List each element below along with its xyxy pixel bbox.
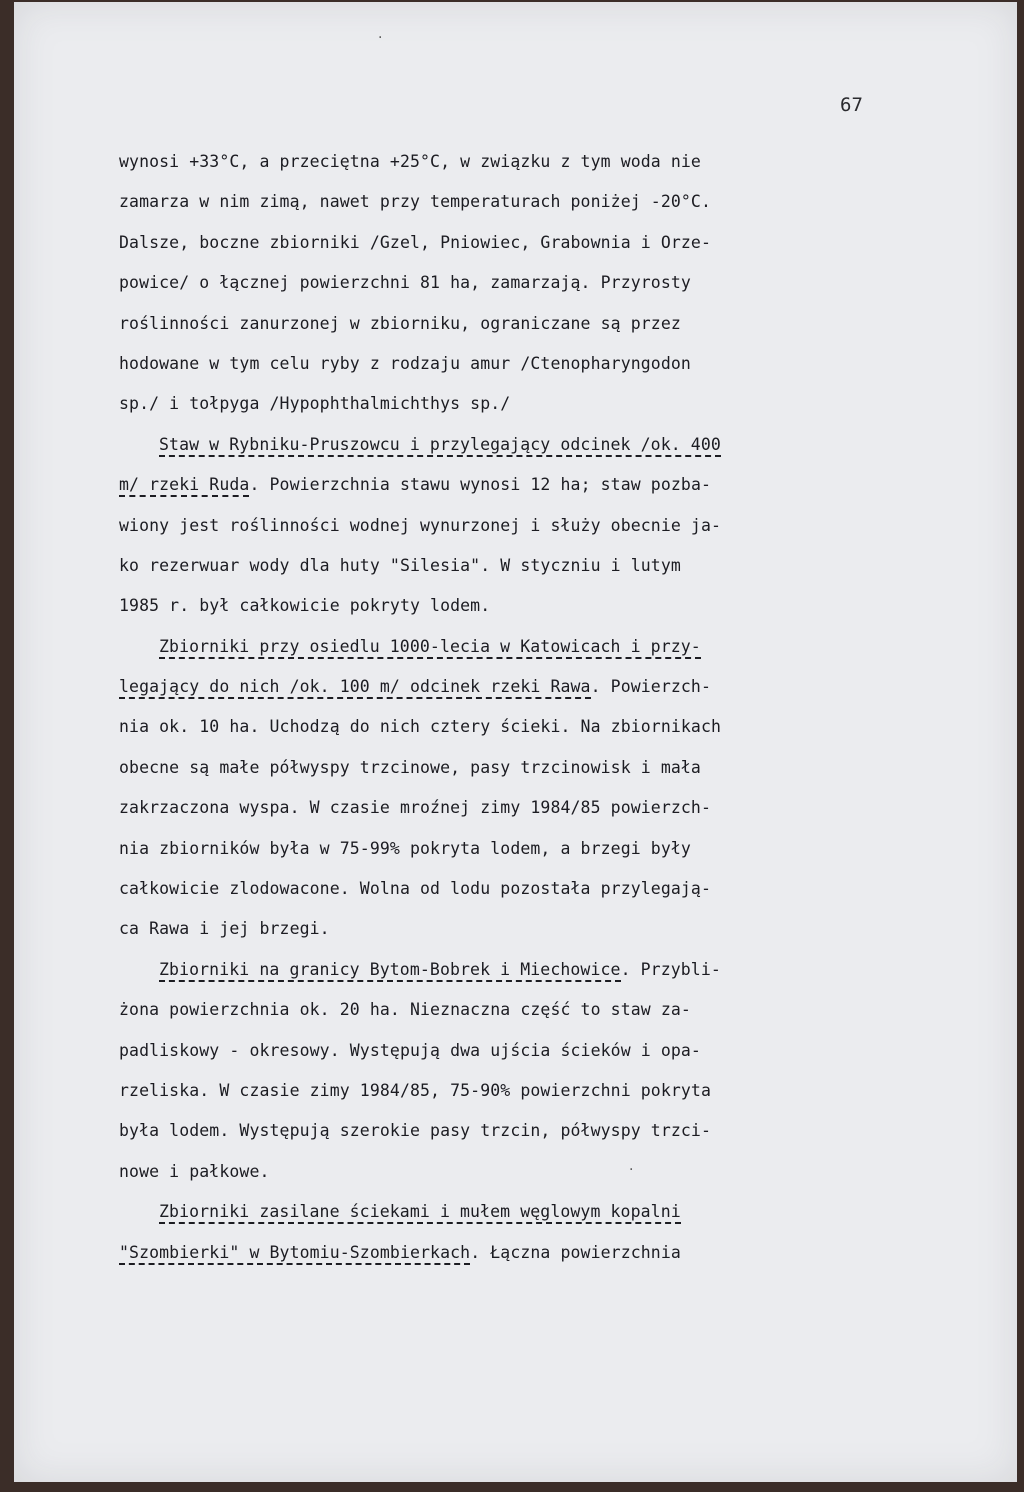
text-line — [119, 950, 879, 990]
text-line — [119, 384, 879, 424]
text-line — [119, 1031, 879, 1071]
text-segment: . Przybli- — [620, 959, 721, 979]
text-segment: powice/ o łącznej powierzchni 81 ha, zamarzają. Przyrosty — [119, 273, 691, 293]
text-segment: roślinności zanurzonej w zbiorniku, ograniczane są przez — [119, 313, 681, 333]
text-segment: . Łączna powierzchnia — [470, 1242, 681, 1262]
text-line — [119, 465, 879, 505]
text-segment: padliskowy - okresowy. Występują dwa ujścia ścieków i opa- — [119, 1040, 701, 1060]
text-segment: była lodem. Występują szerokie pasy trzcin, półwyspy trzci- — [119, 1121, 711, 1141]
text-segment: całkowicie zlodowacone. Wolna od lodu pozostała przylegają- — [119, 879, 711, 899]
text-line — [119, 304, 879, 344]
text-segment: zamarza w nim zimą, nawet przy temperaturach poniżej -20°C. — [119, 192, 711, 212]
text-line — [119, 1111, 879, 1151]
text-line — [119, 748, 879, 788]
underlined-heading: Zbiorniki przy osiedlu 1000-lecia w Katowicach i przy- — [159, 637, 701, 659]
text-line — [119, 506, 879, 546]
text-line — [119, 909, 879, 949]
text-line — [119, 1192, 879, 1232]
text-segment: wynosi +33°C, a przeciętna +25°C, w związku z tym woda nie — [119, 152, 701, 171]
underlined-heading: Zbiorniki zasilane ściekami i mułem węglowym kopalni — [159, 1202, 681, 1224]
underlined-heading: "Szombierki" w Bytomiu-Szombierkach — [119, 1243, 470, 1265]
body-text — [119, 142, 879, 1273]
text-line — [119, 990, 879, 1030]
stray-mark: · — [378, 30, 383, 46]
underlined-heading: m/ rzeki Ruda — [119, 475, 249, 497]
text-segment: Dalsze, boczne zbiorniki /Gzel, Pniowiec, Grabownia i Orze- — [119, 232, 711, 252]
text-line — [119, 788, 879, 828]
text-segment: wiony jest roślinności wodnej wynurzonej i służy obecnie ja- — [119, 515, 722, 535]
text-line — [119, 667, 879, 707]
text-segment: rzeliska. W czasie zimy 1984/85, 75-90% powierzchni pokryta — [119, 1080, 711, 1100]
text-segment: sp./ i tołpyga /Hypophthalmichthys sp./ — [119, 394, 511, 414]
underlined-heading: Zbiorniki na granicy Bytom-Bobrek i Miechowice — [159, 960, 621, 982]
text-segment: nia zbiorników była w 75-99% pokryta lodem, a brzegi były — [119, 838, 691, 858]
page-number: 67 — [840, 94, 863, 116]
text-segment: żona powierzchnia ok. 20 ha. Nieznaczna część to staw za- — [119, 1000, 691, 1020]
text-line — [119, 546, 879, 586]
text-line — [119, 707, 879, 747]
text-segment: . Powierzch- — [590, 677, 711, 697]
text-line — [119, 586, 879, 626]
text-segment: 1985 r. był całkowicie pokryty lodem. — [119, 596, 491, 616]
underlined-heading: legający do nich /ok. 100 m/ odcinek rzeki Rawa — [119, 677, 591, 699]
text-segment: hodowane w tym celu ryby z rodzaju amur /Ctenopharyngodon — [119, 353, 691, 373]
text-line — [119, 425, 879, 465]
text-line — [119, 182, 879, 222]
text-segment: nowe i pałkowe. — [119, 1161, 270, 1181]
text-line — [119, 829, 879, 869]
text-segment: zakrzaczona wyspa. W czasie mroźnej zimy 1984/85 powierzch- — [119, 798, 711, 818]
text-line — [119, 869, 879, 909]
text-line — [119, 344, 879, 384]
text-segment: obecne są małe półwyspy trzcinowe, pasy trzcinowisk i mała — [119, 757, 701, 777]
text-line — [119, 1071, 879, 1111]
text-segment: ca Rawa i jej brzegi. — [119, 919, 330, 939]
text-segment: . Powierzchnia stawu wynosi 12 ha; staw pozba- — [249, 475, 712, 495]
text-line — [119, 142, 879, 182]
text-segment: nia ok. 10 ha. Uchodzą do nich cztery ścieki. Na zbiornikach — [119, 717, 722, 737]
text-line — [119, 223, 879, 263]
text-line — [119, 1152, 879, 1192]
underlined-heading: Staw w Rybniku-Pruszowcu i przylegający odcinek /ok. 400 — [159, 435, 721, 457]
text-line — [119, 627, 879, 667]
text-line — [119, 263, 879, 303]
stray-mark: · — [629, 1162, 634, 1178]
text-segment: ko rezerwuar wody dla huty "Silesia". W styczniu i lutym — [119, 555, 681, 575]
text-line — [119, 1233, 879, 1273]
